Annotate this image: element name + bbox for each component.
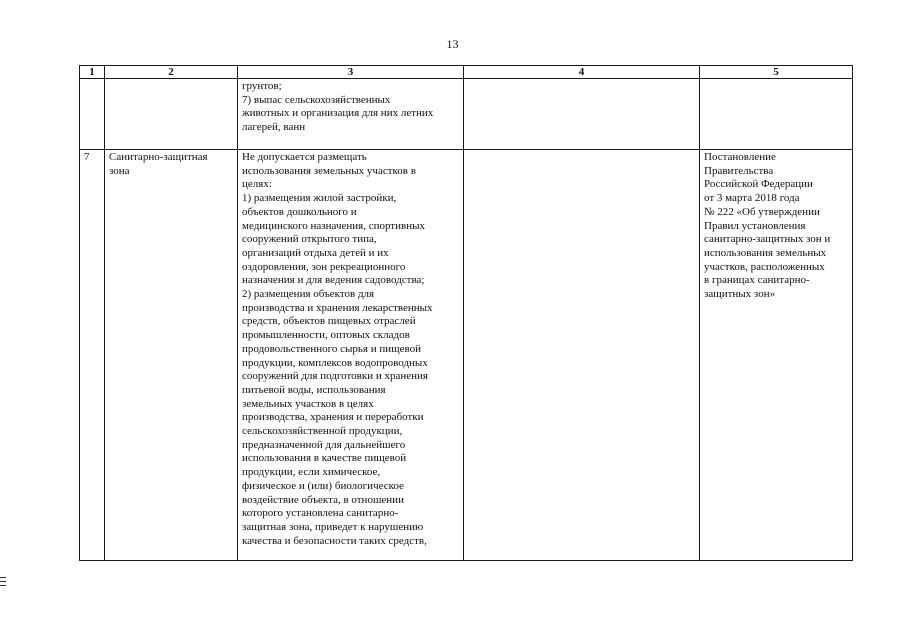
text-line: защитная зона, приведет к нарушению — [242, 520, 424, 533]
header-col-1: 1 — [80, 66, 105, 79]
text-line: Не допускается размещать — [242, 151, 367, 163]
cell-basis — [700, 79, 853, 150]
text-line: санитарно-защитных зон и — [704, 233, 831, 246]
text-line: Правительства — [704, 164, 774, 177]
cell-col-4 — [464, 79, 700, 150]
cell-number: 7 — [80, 150, 105, 561]
text-line: качества и безопасности таких средств, — [242, 534, 427, 547]
text-line: 1) размещения жилой застройки, — [242, 192, 397, 205]
text-line: медицинского назначения, спортивных — [242, 219, 425, 232]
zones-table — [79, 65, 853, 561]
text-line: Правил установления — [704, 219, 806, 232]
text-line: защитных зон» — [704, 288, 776, 301]
text-line: объектов дошкольного и — [242, 205, 357, 218]
scan-edge-mark — [0, 577, 6, 589]
table-header-row — [80, 66, 853, 79]
cell-restrictions — [238, 150, 464, 561]
text-line: промышленности, оптовых складов — [242, 329, 410, 342]
text-line: сооружений открытого типа, — [242, 233, 377, 246]
text-line: грунтов; — [242, 80, 282, 92]
text-line: в границах санитарно- — [704, 274, 810, 287]
text-line: зона — [109, 164, 130, 177]
text-line: № 222 «Об утверждении — [704, 205, 820, 218]
text-line: питьевой воды, использования — [242, 383, 386, 396]
text-line: от 3 марта 2018 года — [704, 192, 800, 205]
cell-col-4 — [464, 150, 700, 561]
text-line: производства и хранения лекарственных — [242, 301, 433, 314]
text-line: организаций отдыха детей и их — [242, 246, 389, 259]
text-line: использования земельных участков в — [242, 164, 416, 177]
header-col-4: 4 — [464, 66, 700, 79]
cell-zone-name — [105, 150, 238, 561]
header-col-2: 2 — [105, 66, 238, 79]
cell-basis — [700, 150, 853, 561]
text-line: Санитарно-защитная — [109, 151, 208, 163]
text-line: сооружений для подготовки и хранения — [242, 370, 428, 383]
text-line: лагерей, ванн — [242, 121, 306, 134]
text-line: 2) размещения объектов для — [242, 288, 375, 301]
text-line: предназначенной для дальнейшего — [242, 438, 406, 451]
text-line: 7) выпас сельскохозяйственных — [242, 93, 391, 106]
text-line: воздействие объекта, в отношении — [242, 493, 404, 506]
page-number: 13 — [446, 37, 459, 51]
header-col-5: 5 — [700, 66, 853, 79]
text-line: средств, объектов пищевых отраслей — [242, 315, 416, 328]
cell-number — [80, 79, 105, 150]
text-line: Постановление — [704, 151, 776, 163]
text-line: которого установлена санитарно- — [242, 507, 399, 520]
text-line: производства, хранения и переработки — [242, 411, 424, 424]
text-line: сельскохозяйственной продукции, — [242, 425, 403, 438]
table-row-continuation — [80, 79, 853, 150]
header-col-3: 3 — [238, 66, 464, 79]
text-line: продовольственного сырья и пищевой — [242, 342, 421, 355]
text-line: использования в качестве пищевой — [242, 452, 407, 465]
text-line: Российской Федерации — [704, 178, 813, 191]
text-line: участков, расположенных — [704, 260, 825, 273]
text-line: использования земельных — [704, 246, 827, 259]
text-line: земельных участков в целях — [242, 397, 374, 410]
text-line: животных и организация для них летних — [242, 107, 434, 120]
text-line: назначения и для ведения садоводства; — [242, 274, 425, 287]
cell-zone-name — [105, 79, 238, 150]
text-line: продукции, если химическое, — [242, 466, 381, 479]
cell-restrictions — [238, 79, 464, 150]
text-line: продукции, комплексов водопроводных — [242, 356, 428, 369]
text-line: целях: — [242, 178, 272, 191]
text-line: физическое и (или) биологическое — [242, 479, 404, 492]
text-line: оздоровления, зон рекреационного — [242, 260, 406, 273]
table-row-7 — [80, 150, 853, 561]
